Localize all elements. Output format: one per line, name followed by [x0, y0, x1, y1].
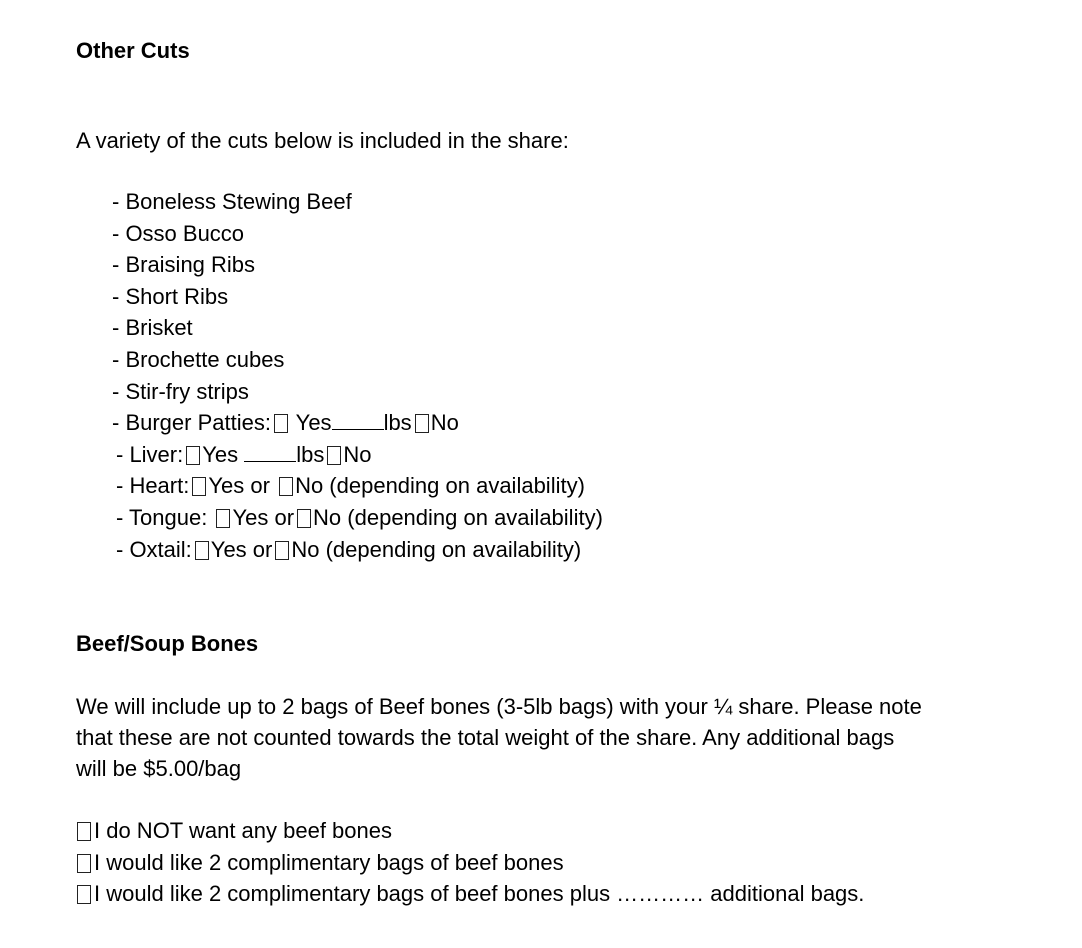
tongue-yes-label: Yes or [232, 504, 295, 530]
liver-yes-checkbox[interactable] [186, 446, 200, 465]
list-item: - Short Ribs [112, 283, 229, 309]
burger-patties-row [112, 407, 603, 439]
liver-lbs-label: lbs [296, 441, 325, 467]
liver-no-checkbox[interactable] [327, 446, 341, 465]
bones-body-line: that these are not counted towards the total weight of the share. Any additional bags [76, 725, 895, 750]
heart-no-label: No (depending on availability) [295, 473, 585, 499]
bones-option-checkbox[interactable] [77, 885, 91, 904]
bones-option-label: I would like 2 complimentary bags of beef bones plus ………… additional bags. [94, 881, 865, 906]
liver-no-label: No [343, 441, 372, 467]
burger-yes-label: Yes [295, 410, 332, 436]
bones-option-label: I would like 2 complimentary bags of beef bones [94, 849, 564, 875]
heart-no-checkbox[interactable] [279, 477, 293, 496]
bones-body [76, 691, 922, 784]
tongue-no-label: No (depending on availability) [313, 504, 603, 530]
bones-options [76, 815, 864, 910]
burger-yes-checkbox[interactable] [274, 414, 288, 433]
heart-yes-checkbox[interactable] [192, 477, 206, 496]
oxtail-no-label: No (depending on availability) [291, 536, 582, 562]
list-item: - Boneless Stewing Beef [112, 189, 352, 214]
bones-option-checkbox[interactable] [77, 854, 91, 873]
section-heading-bones: Beef/Soup Bones [76, 631, 259, 656]
other-cuts-intro: A variety of the cuts below is included in the share: [76, 128, 569, 153]
bones-option [76, 847, 864, 879]
list-item: - Brisket [112, 315, 193, 341]
tongue-label: - Tongue: [116, 504, 208, 530]
burger-label: - Burger Patties: [112, 410, 271, 436]
list-item: - Brochette cubes [112, 346, 285, 372]
cuts-list [112, 186, 603, 565]
tongue-yes-checkbox[interactable] [216, 509, 230, 528]
oxtail-no-checkbox[interactable] [275, 541, 289, 560]
list-item: - Stir-fry strips [112, 378, 249, 404]
oxtail-label: - Oxtail: [116, 536, 192, 562]
heart-yes-label: Yes or [208, 473, 270, 499]
bones-option-label: I do NOT want any beef bones [94, 818, 392, 843]
tongue-no-checkbox[interactable] [297, 509, 311, 528]
list-item: - Osso Bucco [112, 220, 245, 246]
section-heading-other-cuts: Other Cuts [76, 38, 190, 63]
burger-no-label: No [430, 410, 459, 436]
burger-lbs-label: lbs [383, 410, 412, 436]
oxtail-yes-checkbox[interactable] [195, 541, 209, 560]
burger-lbs-field[interactable] [332, 411, 384, 430]
bones-option [76, 878, 864, 910]
oxtail-yes-label: Yes or [210, 536, 273, 562]
liver-row [112, 439, 603, 471]
liver-yes-label: Yes [202, 441, 239, 467]
heart-row [112, 470, 603, 502]
tongue-row [112, 502, 603, 534]
oxtail-row [112, 534, 603, 566]
bones-body-line: will be $5.00/bag [76, 756, 242, 781]
bones-option-checkbox[interactable] [77, 822, 91, 841]
bones-option [76, 815, 864, 847]
heart-label: - Heart: [116, 473, 190, 499]
bones-body-line: We will include up to 2 bags of Beef bones (3-5lb bags) with your ¼ share. Please note [76, 694, 922, 719]
liver-lbs-field[interactable] [244, 443, 296, 462]
list-item: - Braising Ribs [112, 252, 256, 278]
burger-no-checkbox[interactable] [415, 414, 429, 433]
liver-label: - Liver: [116, 441, 184, 467]
